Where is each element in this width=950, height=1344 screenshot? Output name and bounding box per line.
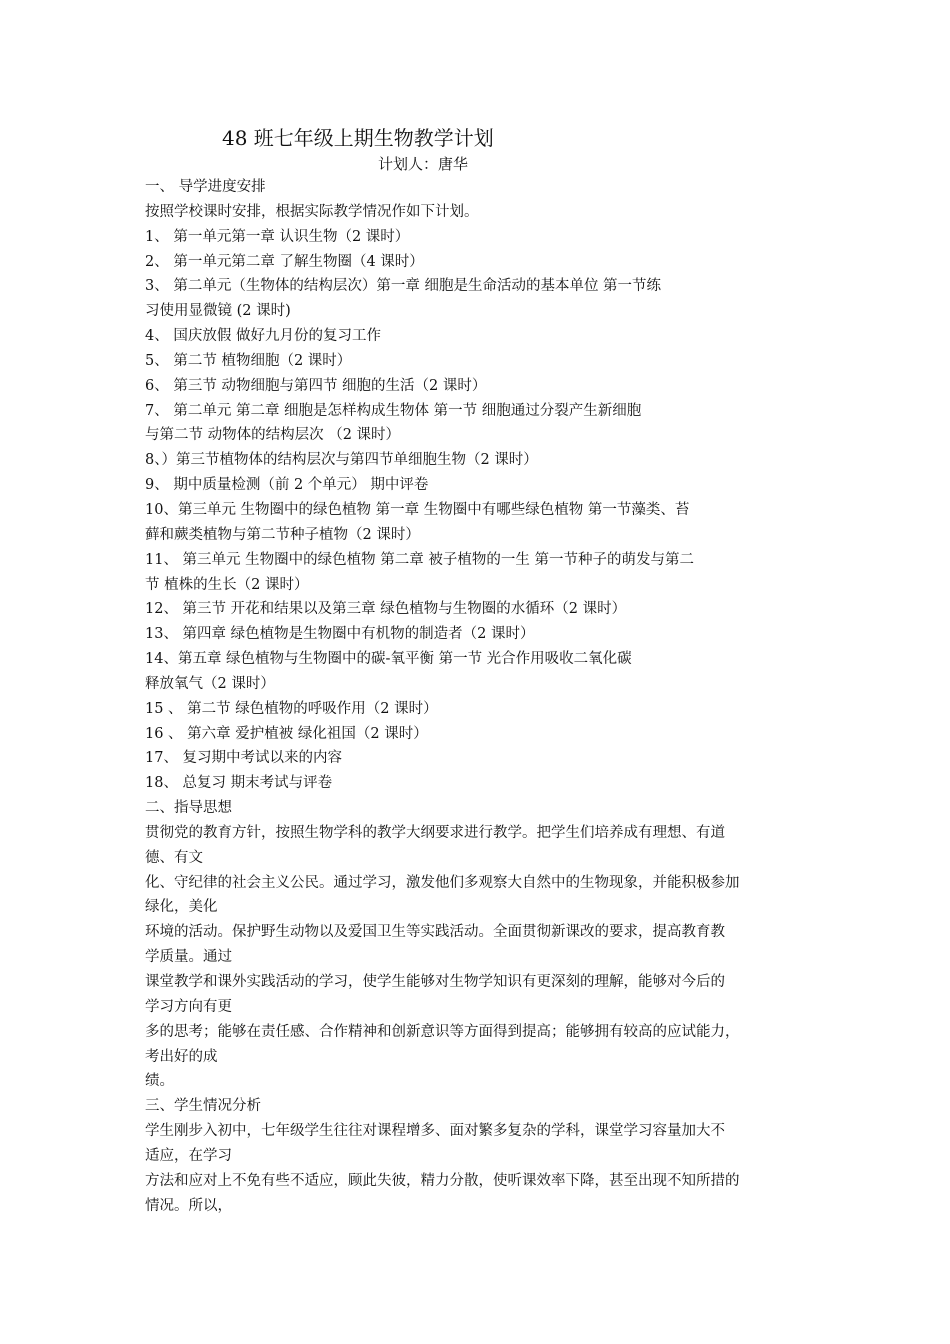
text-line: 节 植株的生长（2 课时） xyxy=(145,576,309,593)
text-line: 绿化，美化 xyxy=(145,899,218,916)
text-line: 4、 国庆放假 做好九月份的复习工作 xyxy=(145,328,381,345)
text-line: 6、 第三节 动物细胞与第四节 细胞的生活（2 课时） xyxy=(145,377,487,394)
text-line: 5、 第二节 植物细胞（2 课时） xyxy=(145,352,352,369)
text-line: 学生刚步入初中，七年级学生往往对课程增多、面对繁多复杂的学科，课堂学习容量加大不 xyxy=(145,1123,725,1140)
text-line: 10、第三单元 生物圈中的绿色植物 第一章 生物圈中有哪些绿色植物 第一节藻类、苔 xyxy=(145,501,690,518)
text-line: 7、 第二单元 第二章 细胞是怎样构成生物体 第一节 细胞通过分裂产生新细胞 xyxy=(145,402,642,419)
text-line: 学质量。通过 xyxy=(145,949,232,966)
text-line: 与第二节 动物体的结构层次 （2 课时） xyxy=(145,427,401,444)
text-line: 11、 第三单元 生物圈中的绿色植物 第二章 被子植物的一生 第一节种子的萌发与第二 xyxy=(145,551,694,568)
text-line: 情况。所以， xyxy=(145,1197,232,1214)
text-line: 3、 第二单元（生物体的结构层次）第一章 细胞是生命活动的基本单位 第一节练 xyxy=(145,278,662,295)
text-line: 适应，在学习 xyxy=(145,1147,232,1164)
text-line: 考出好的成 xyxy=(145,1048,218,1065)
author-line: 计划人：唐华 xyxy=(378,155,469,173)
text-line: 三、学生情况分析 xyxy=(145,1098,261,1115)
text-line: 藓和蕨类植物与第二节种子植物（2 课时） xyxy=(145,526,420,543)
text-line: 多的思考；能够在责任感、合作精神和创新意识等方面得到提高；能够拥有较高的应试能力， xyxy=(145,1023,740,1040)
text-line: 学习方向有更 xyxy=(145,998,232,1015)
text-line: 习使用显微镜 (2 课时) xyxy=(145,303,291,320)
text-line: 德、有文 xyxy=(145,849,203,866)
text-line: 2、 第一单元第二章 了解生物圈（4 课时） xyxy=(145,253,424,270)
text-line: 贯彻党的教育方针，按照生物学科的教学大纲要求进行教学。把学生们培养成有理想、有道 xyxy=(145,824,725,841)
text-line: 化、守纪律的社会主义公民。通过学习，激发他们多观察大自然中的生物现象，并能积极参加 xyxy=(145,874,740,891)
text-line: 1、 第一单元第一章 认识生物（2 课时） xyxy=(145,228,410,245)
text-line: 绩。 xyxy=(145,1073,174,1090)
document-body xyxy=(145,175,811,1218)
text-line: 一、 导学进度安排 xyxy=(145,179,266,195)
text-line: 18、 总复习 期末考试与评卷 xyxy=(145,775,333,792)
text-line: 二、指导思想 xyxy=(145,800,232,817)
text-line: 环境的活动。保护野生动物以及爱国卫生等实践活动。全面贯彻新课改的要求，提高教育教 xyxy=(145,924,725,941)
text-line: 方法和应对上不免有些不适应，顾此失彼，精力分散，使听课效率下降，甚至出现不知所措的 xyxy=(145,1172,740,1189)
text-line: 12、 第三节 开花和结果以及第三章 绿色植物与生物圈的水循环（2 课时） xyxy=(145,601,627,618)
text-line: 按照学校课时安排，根据实际教学情况作如下计划。 xyxy=(145,203,479,220)
text-line: 13、 第四章 绿色植物是生物圈中有机物的制造者（2 课时） xyxy=(145,626,535,643)
text-line: 8、）第三节植物体的结构层次与第四节单细胞生物（2 课时） xyxy=(145,452,538,469)
text-line: 9、 期中质量检测（前 2 个单元） 期中评卷 xyxy=(145,477,429,494)
text-line: 16 、 第六章 爱护植被 绿化祖国（2 课时） xyxy=(145,725,428,742)
text-line: 课堂教学和课外实践活动的学习，使学生能够对生物学知识有更深刻的理解，能够对今后的 xyxy=(145,974,725,990)
text-line: 释放氧气（2 课时） xyxy=(145,675,275,692)
text-line: 17、 复习期中考试以来的内容 xyxy=(145,750,343,767)
text-line: 14、第五章 绿色植物与生物圈中的碳-氧平衡 第一节 光合作用吸收二氧化碳 xyxy=(145,651,632,668)
document-title: 48 班七年级上期生物教学计划 xyxy=(222,126,494,150)
text-line: 15 、 第二节 绿色植物的呼吸作用（2 课时） xyxy=(145,700,438,717)
